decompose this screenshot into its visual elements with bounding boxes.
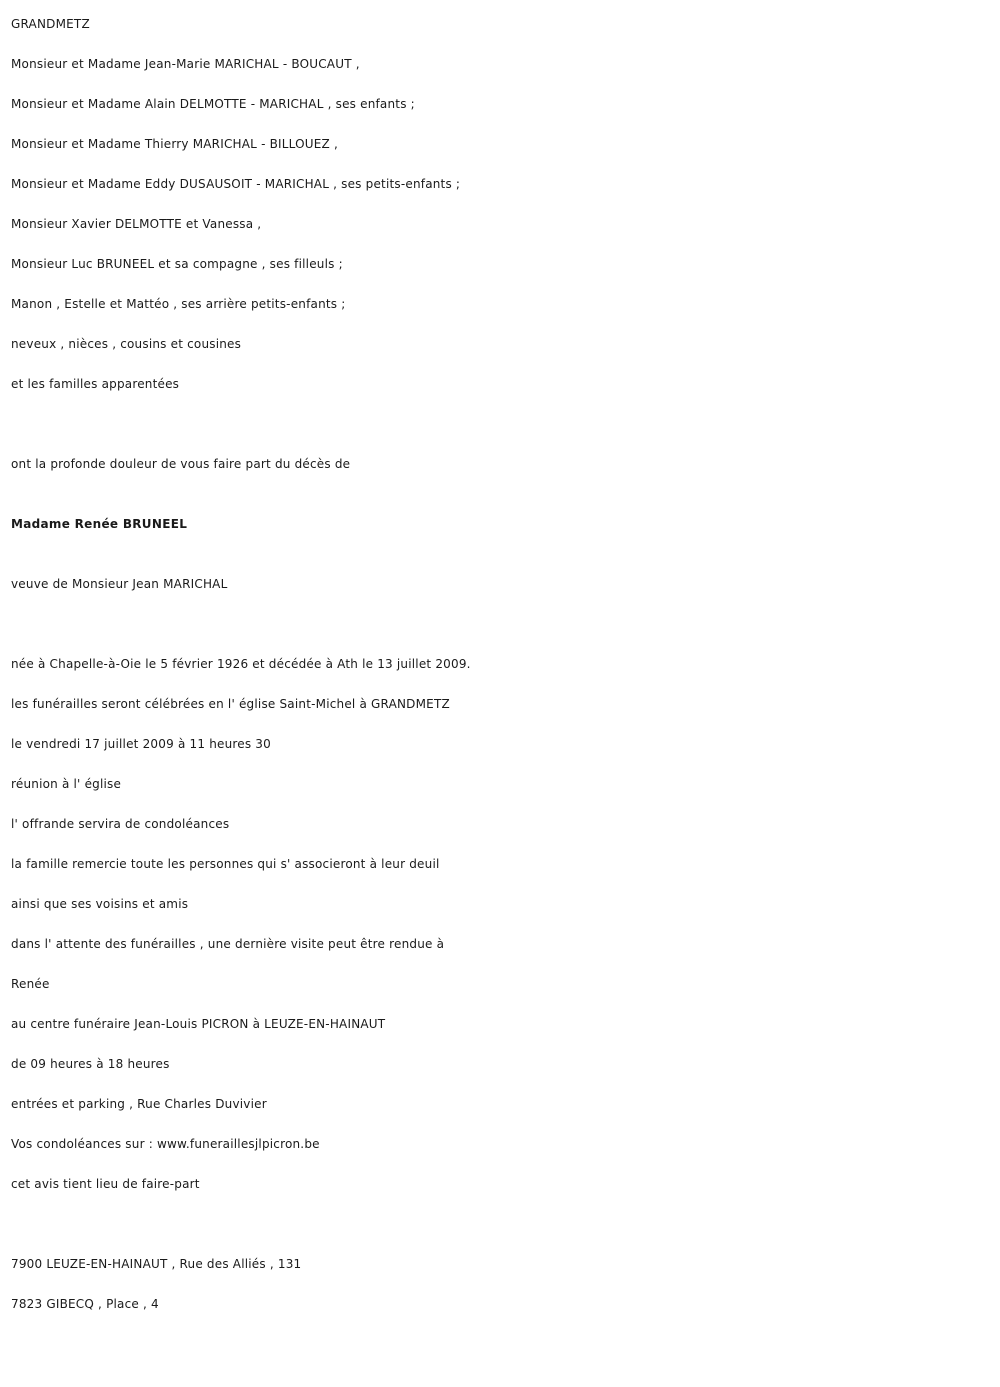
family-line: Monsieur Xavier DELMOTTE et Vanessa ,: [11, 217, 262, 231]
address-block: [11, 1244, 991, 1324]
details-block: [11, 644, 991, 1204]
details-line: l' offrande servira de condoléances: [11, 817, 230, 831]
address-line: 7823 GIBECQ , Place , 4: [11, 1297, 159, 1311]
details-line: au centre funéraire Jean-Louis PICRON à LEUZE-EN-HAINAUT: [11, 1017, 386, 1031]
deceased-name: Madame Renée BRUNEEL: [11, 517, 188, 531]
family-line: Manon , Estelle et Mattéo , ses arrière petits-enfants ;: [11, 297, 346, 311]
spacer: [11, 404, 991, 444]
details-line: de 09 heures à 18 heures: [11, 1057, 170, 1071]
details-line: Vos condoléances sur : www.funeraillesjlpicron.be: [11, 1137, 320, 1151]
address-line: 7900 LEUZE-EN-HAINAUT , Rue des Alliés , 131: [11, 1257, 302, 1271]
spacer: [11, 604, 991, 644]
family-line: Monsieur et Madame Thierry MARICHAL - BILLOUEZ ,: [11, 137, 338, 151]
family-block: [11, 4, 991, 404]
widow-of-text: veuve de Monsieur Jean MARICHAL: [11, 577, 228, 591]
details-line: née à Chapelle-à-Oie le 5 février 1926 et décédée à Ath le 13 juillet 2009.: [11, 657, 471, 671]
family-line: Monsieur et Madame Jean-Marie MARICHAL - BOUCAUT ,: [11, 57, 360, 71]
details-line: ainsi que ses voisins et amis: [11, 897, 189, 911]
spacer: [11, 1204, 991, 1244]
details-line: dans l' attente des funérailles , une dernière visite peut être rendue à: [11, 937, 445, 951]
family-line: Monsieur et Madame Eddy DUSAUSOIT - MARICHAL , ses petits-enfants ;: [11, 177, 461, 191]
details-line: cet avis tient lieu de faire-part: [11, 1177, 200, 1191]
details-line: Renée: [11, 977, 50, 991]
details-line: la famille remercie toute les personnes qui s' associeront à leur deuil: [11, 857, 440, 871]
details-line: entrées et parking , Rue Charles Duvivier: [11, 1097, 267, 1111]
announcement-text: ont la profonde douleur de vous faire part du décès de: [11, 457, 351, 471]
family-line: Monsieur et Madame Alain DELMOTTE - MARICHAL , ses enfants ;: [11, 97, 415, 111]
obituary-notice: [11, 4, 991, 1324]
family-line: et les familles apparentées: [11, 377, 180, 391]
details-line: le vendredi 17 juillet 2009 à 11 heures 30: [11, 737, 271, 751]
details-line: les funérailles seront célébrées en l' église Saint-Michel à GRANDMETZ: [11, 697, 450, 711]
family-line: neveux , nièces , cousins et cousines: [11, 337, 242, 351]
family-line: GRANDMETZ: [11, 17, 90, 31]
details-line: réunion à l' église: [11, 777, 122, 791]
family-line: Monsieur Luc BRUNEEL et sa compagne , ses filleuls ;: [11, 257, 343, 271]
